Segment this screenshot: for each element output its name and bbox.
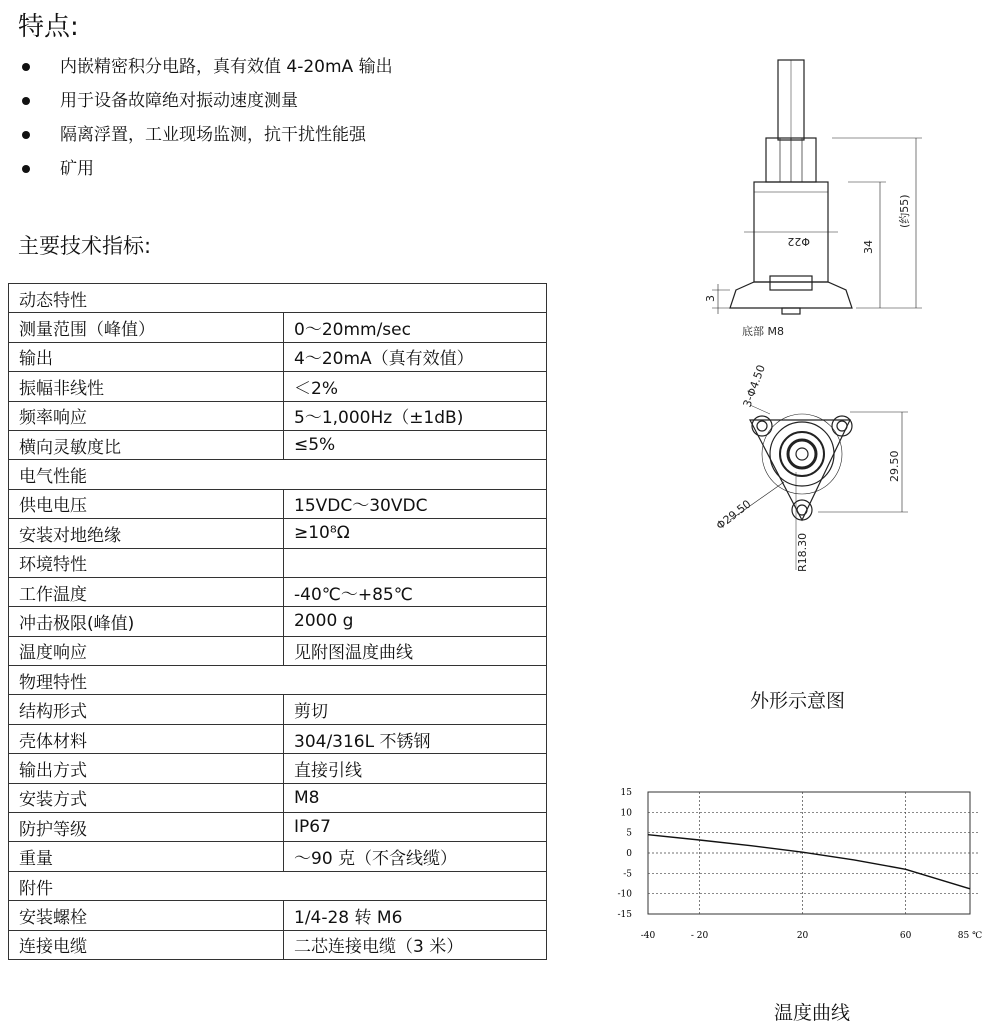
spec-key: 冲击极限(峰值) <box>9 607 284 636</box>
spec-key: 输出 <box>9 342 284 371</box>
spec-row <box>9 430 547 459</box>
spec-value: ～90 克（不含线缆） <box>284 842 547 871</box>
y-tick-label: 10 <box>620 808 632 819</box>
spec-key: 结构形式 <box>9 695 284 724</box>
spec-value: 1/4-28 转 M6 <box>284 901 547 930</box>
y-tick-label: -15 <box>617 910 632 920</box>
bullet-icon <box>22 165 30 173</box>
spec-key: 温度响应 <box>9 636 284 665</box>
dim-height: 29.50 <box>888 450 901 482</box>
x-tick-label: -40 <box>640 931 656 941</box>
spec-key: 频率响应 <box>9 401 284 430</box>
spec-section-row <box>9 284 547 313</box>
base-label: 底部 M8 <box>742 325 784 338</box>
y-tick-label: -5 <box>623 869 632 880</box>
spec-row <box>9 636 547 665</box>
spec-row <box>9 401 547 430</box>
spec-value: 5～1,000Hz（±1dB) <box>284 401 547 430</box>
dim-holes: 3-Φ4.50 <box>740 363 768 410</box>
spec-row <box>9 577 547 606</box>
spec-row <box>9 519 547 548</box>
spec-key: 重量 <box>9 842 284 871</box>
bullet-icon <box>22 63 30 71</box>
specs-title: 主要技术指标: <box>18 234 152 258</box>
spec-section-row <box>9 666 547 695</box>
feature-text: 矿用 <box>60 159 94 179</box>
spec-key: 振幅非线性 <box>9 372 284 401</box>
y-tick-label: 0 <box>626 849 632 859</box>
temperature-chart <box>610 780 990 950</box>
spec-section-title: 附件 <box>9 871 547 900</box>
y-tick-label: -10 <box>617 889 632 900</box>
spec-section-title: 动态特性 <box>9 284 547 313</box>
spec-row <box>9 313 547 342</box>
spec-section-row <box>9 871 547 900</box>
spec-row <box>9 724 547 753</box>
spec-row <box>9 901 547 930</box>
spec-row <box>9 930 547 959</box>
spec-key: 连接电缆 <box>9 930 284 959</box>
spec-key: 供电电压 <box>9 489 284 518</box>
spec-key: 安装对地绝缘 <box>9 519 284 548</box>
spec-value: 304/316L 不锈钢 <box>284 724 547 753</box>
spec-section-row <box>9 460 547 489</box>
spec-key: 防护等级 <box>9 813 284 842</box>
spec-value: -40℃～+85℃ <box>284 577 547 606</box>
spec-value: 见附图温度曲线 <box>284 636 547 665</box>
spec-key: 横向灵敏度比 <box>9 430 284 459</box>
spec-row <box>9 754 547 783</box>
feature-item <box>22 84 393 118</box>
x-tick-label: 85 ℃ <box>957 931 983 941</box>
feature-text: 隔离浮置，工业现场监测，抗干扰性能强 <box>60 125 366 145</box>
spec-key: 壳体材料 <box>9 724 284 753</box>
curve-caption: 温度曲线 <box>774 1002 851 1024</box>
feature-item <box>22 50 393 84</box>
spec-key: 测量范围（峰值） <box>9 313 284 342</box>
x-tick-label: 20 <box>796 931 809 941</box>
feature-text: 用于设备故障绝对振动速度测量 <box>60 91 298 111</box>
spec-value: 4～20mA（真有效值） <box>284 342 547 371</box>
spec-value: 15VDC～30VDC <box>284 489 547 518</box>
dim-circle: Φ29.50 <box>713 497 754 533</box>
spec-key: 输出方式 <box>9 754 284 783</box>
feature-text: 内嵌精密积分电路，真有效值 4-20mA 输出 <box>60 57 393 77</box>
bullet-icon <box>22 131 30 139</box>
spec-value: ≥10⁸Ω <box>284 519 547 548</box>
spec-value: M8 <box>284 783 547 812</box>
spec-value: 直接引线 <box>284 754 547 783</box>
drawing-caption: 外形示意图 <box>750 690 846 712</box>
spec-row <box>9 489 547 518</box>
temperature-curve-line <box>648 835 970 889</box>
spec-row <box>9 342 547 371</box>
y-tick-label: 15 <box>620 788 632 798</box>
spec-value: 0～20mm/sec <box>284 313 547 342</box>
spec-row <box>9 783 547 812</box>
y-tick-label: 5 <box>626 828 632 839</box>
spec-row <box>9 607 547 636</box>
spec-value: IP67 <box>284 813 547 842</box>
feature-item <box>22 152 393 186</box>
spec-row <box>9 548 547 577</box>
spec-value: 二芯连接电缆（3 米） <box>284 930 547 959</box>
dim-diameter: Φ22 <box>787 235 810 248</box>
x-tick-label: - 20 <box>690 931 709 941</box>
spec-table <box>8 283 547 960</box>
outline-drawing <box>690 50 950 590</box>
bullet-icon <box>22 97 30 105</box>
spec-key: 环境特性 <box>9 548 284 577</box>
features-list <box>22 50 393 186</box>
spec-row <box>9 695 547 724</box>
feature-item <box>22 118 393 152</box>
spec-key: 工作温度 <box>9 577 284 606</box>
spec-value: ≤5% <box>284 430 547 459</box>
spec-section-title: 电气性能 <box>9 460 547 489</box>
spec-section-title: 物理特性 <box>9 666 547 695</box>
spec-value <box>284 548 547 577</box>
spec-value: 2000 g <box>284 607 547 636</box>
dim-total: (约55) <box>898 194 911 228</box>
x-tick-label: 60 <box>899 931 912 941</box>
spec-value: ＜2% <box>284 372 547 401</box>
spec-value: 剪切 <box>284 695 547 724</box>
spec-row <box>9 813 547 842</box>
spec-key: 安装方式 <box>9 783 284 812</box>
spec-row <box>9 842 547 871</box>
spec-key: 安装螺栓 <box>9 901 284 930</box>
dim-body: 34 <box>862 240 875 254</box>
spec-row <box>9 372 547 401</box>
dim-radius: R18.30 <box>796 532 809 572</box>
features-title: 特点: <box>18 12 79 42</box>
dim-base: 3 <box>704 295 717 302</box>
